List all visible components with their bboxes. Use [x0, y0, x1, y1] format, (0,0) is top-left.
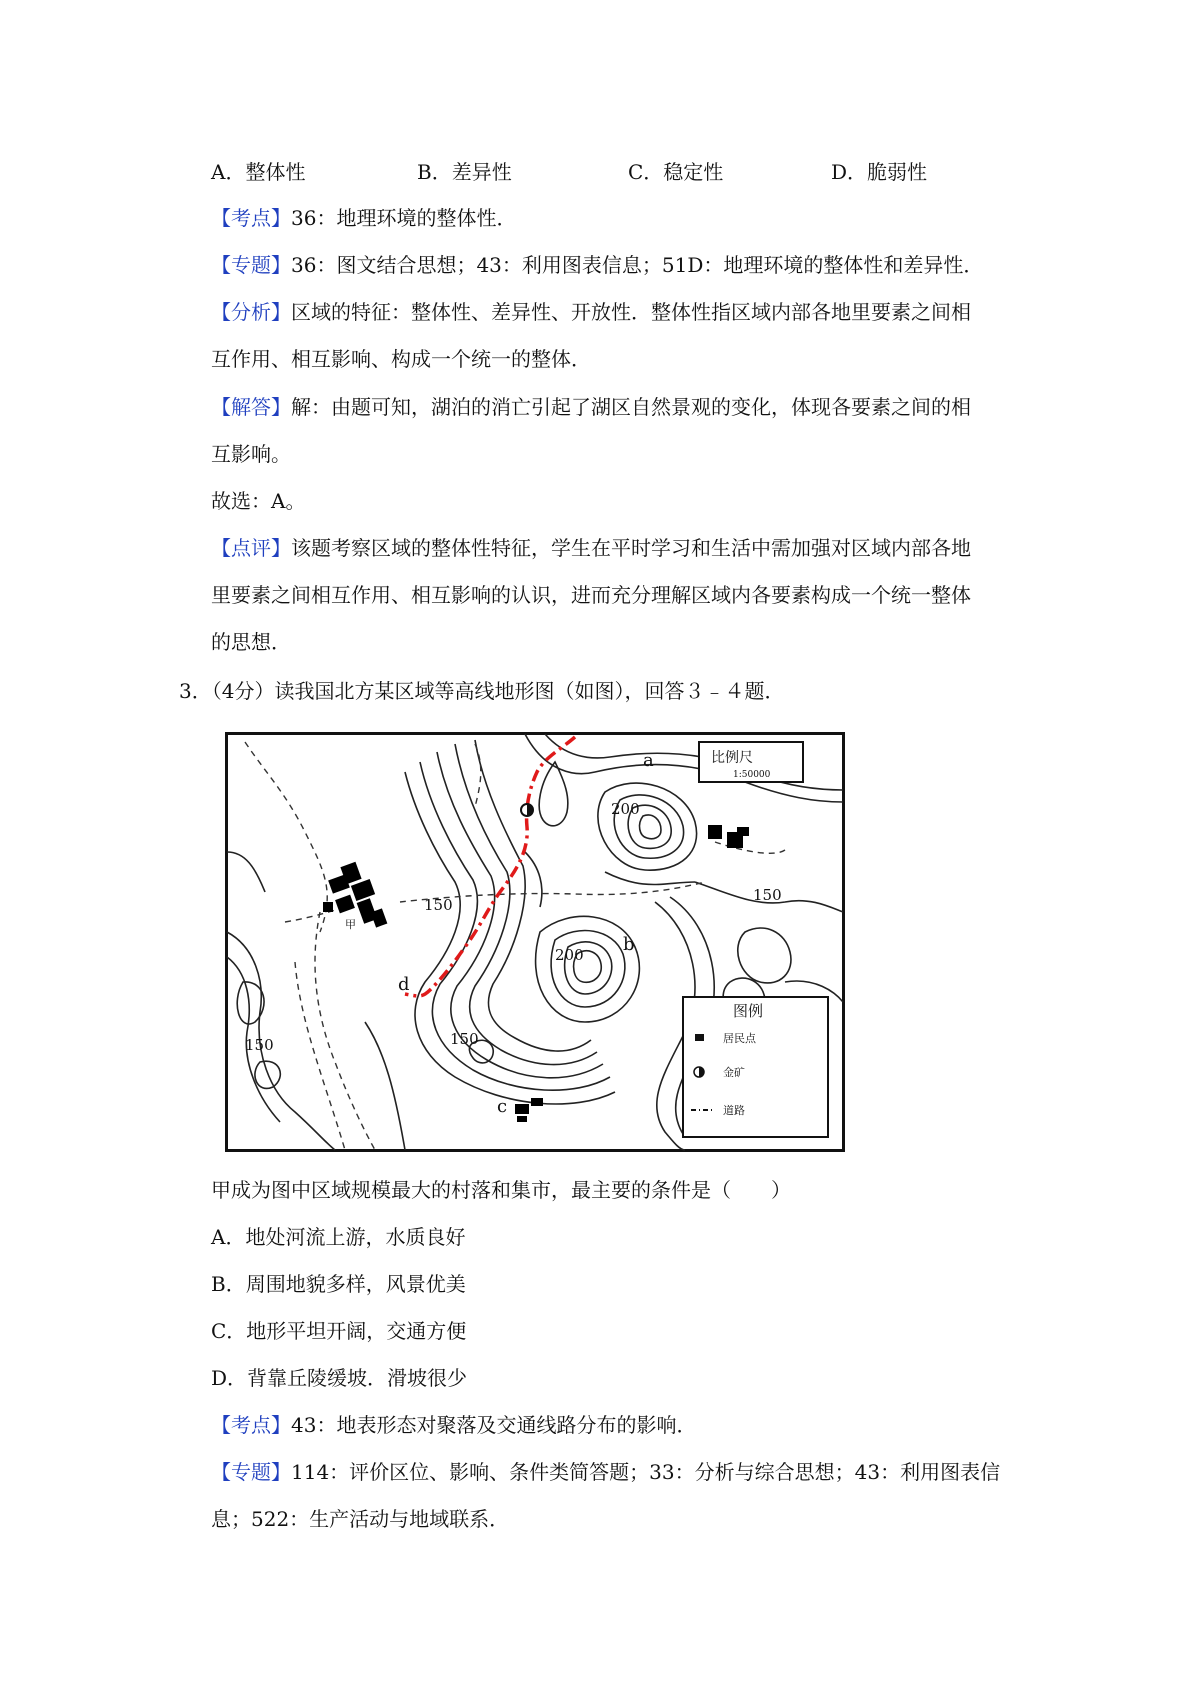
point-label-a: a	[643, 750, 654, 771]
kaodian-tag: 【考点】	[211, 1413, 291, 1437]
dianping-q2	[211, 534, 971, 562]
zhuanti-tag: 【专题】	[211, 253, 291, 277]
contour-label-200-ne: 200	[611, 800, 640, 818]
kaodian-q3	[211, 1411, 696, 1439]
zhuanti-q3	[211, 1458, 1000, 1486]
fenxi-tag: 【分析】	[211, 300, 291, 324]
fenxi-q2	[211, 298, 971, 326]
jieda-text-1: 解：由题可知，湖泊的消亡引起了湖区自然景观的变化，体现各要素之间的相	[291, 395, 971, 419]
option-d: D．脆弱性	[831, 160, 928, 184]
dianping-text-3: 的思想．	[211, 630, 291, 654]
q3-option-a: A．地处河流上游，水质良好	[211, 1225, 466, 1249]
fenxi-text-2: 互作用、相互影响、构成一个统一的整体．	[211, 347, 591, 371]
contour-label-150-west: 150	[245, 1036, 274, 1054]
legend-item-settlement: 居民点	[723, 1032, 756, 1045]
zhuanti-text: 36：图文结合思想；43：利用图表信息；51D：地理环境的整体性和差异性．	[291, 253, 984, 277]
contour-label-150-valley: 150	[424, 896, 453, 914]
dianping-text-2: 里要素之间相互作用、相互影响的认识，进而充分理解区域内各要素构成一个统一整体	[211, 583, 971, 607]
settlement-icon	[695, 1034, 704, 1041]
jieda-q2	[211, 393, 971, 421]
zhuanti-q2	[211, 251, 983, 279]
point-label-jia: 甲	[345, 918, 356, 931]
contour-map	[225, 732, 845, 1152]
legend-box	[683, 997, 828, 1137]
question-3-stem: 3．（4分）读我国北方某区域等高线地形图（如图），回答３﹣４题．	[179, 679, 785, 703]
question-3-text: 甲成为图中区域规模最大的村落和集市，最主要的条件是（ ）	[211, 1178, 791, 1202]
legend-title: 图例	[733, 1002, 764, 1020]
kaodian-tag: 【考点】	[211, 206, 291, 230]
zhuanti-text-1: 114：评价区位、影响、条件类简答题；33：分析与综合思想；43：利用图表信	[291, 1460, 1001, 1484]
legend-item-road: 道路	[723, 1104, 745, 1117]
q3-option-b: B．周围地貌多样，风景优美	[211, 1272, 466, 1296]
kaodian-text: 43：地表形态对聚落及交通线路分布的影响．	[291, 1413, 697, 1437]
option-a: A．整体性	[211, 160, 306, 184]
scale-value: 1:50000	[733, 770, 771, 780]
contour-label-200-center: 200	[555, 946, 584, 964]
jieda-tag: 【解答】	[211, 395, 291, 419]
q3-option-d: D．背靠丘陵缓坡．滑坡很少	[211, 1366, 468, 1390]
legend-item-gold-mine: 金矿	[723, 1066, 745, 1079]
point-label-d: d	[398, 974, 410, 995]
zhuanti-tag: 【专题】	[211, 1460, 291, 1484]
dianping-tag: 【点评】	[211, 536, 291, 560]
fenxi-text-1: 区域的特征：整体性、差异性、开放性．整体性指区域内部各地里要素之间相	[291, 300, 971, 324]
option-c: C．稳定性	[628, 160, 724, 184]
kaodian-q2	[211, 204, 516, 232]
option-b: B．差异性	[417, 160, 512, 184]
dianping-text-1: 该题考察区域的整体性特征，学生在平时学习和生活中需加强对区域内部各地	[291, 536, 971, 560]
contour-label-150-south: 150	[450, 1030, 479, 1048]
point-label-c: c	[497, 1096, 508, 1117]
scale-box	[699, 742, 803, 782]
zhuanti-text-2: 息；522：生产活动与地域联系．	[211, 1507, 510, 1531]
answer-q2: 故选：A。	[211, 489, 306, 513]
point-label-b: b	[623, 934, 635, 955]
kaodian-text: 36：地理环境的整体性．	[291, 206, 517, 230]
jieda-text-2: 互影响。	[211, 442, 291, 466]
scale-title: 比例尺	[711, 750, 753, 766]
contour-label-150-east: 150	[753, 886, 782, 904]
q3-option-c: C．地形平坦开阔，交通方便	[211, 1319, 467, 1343]
